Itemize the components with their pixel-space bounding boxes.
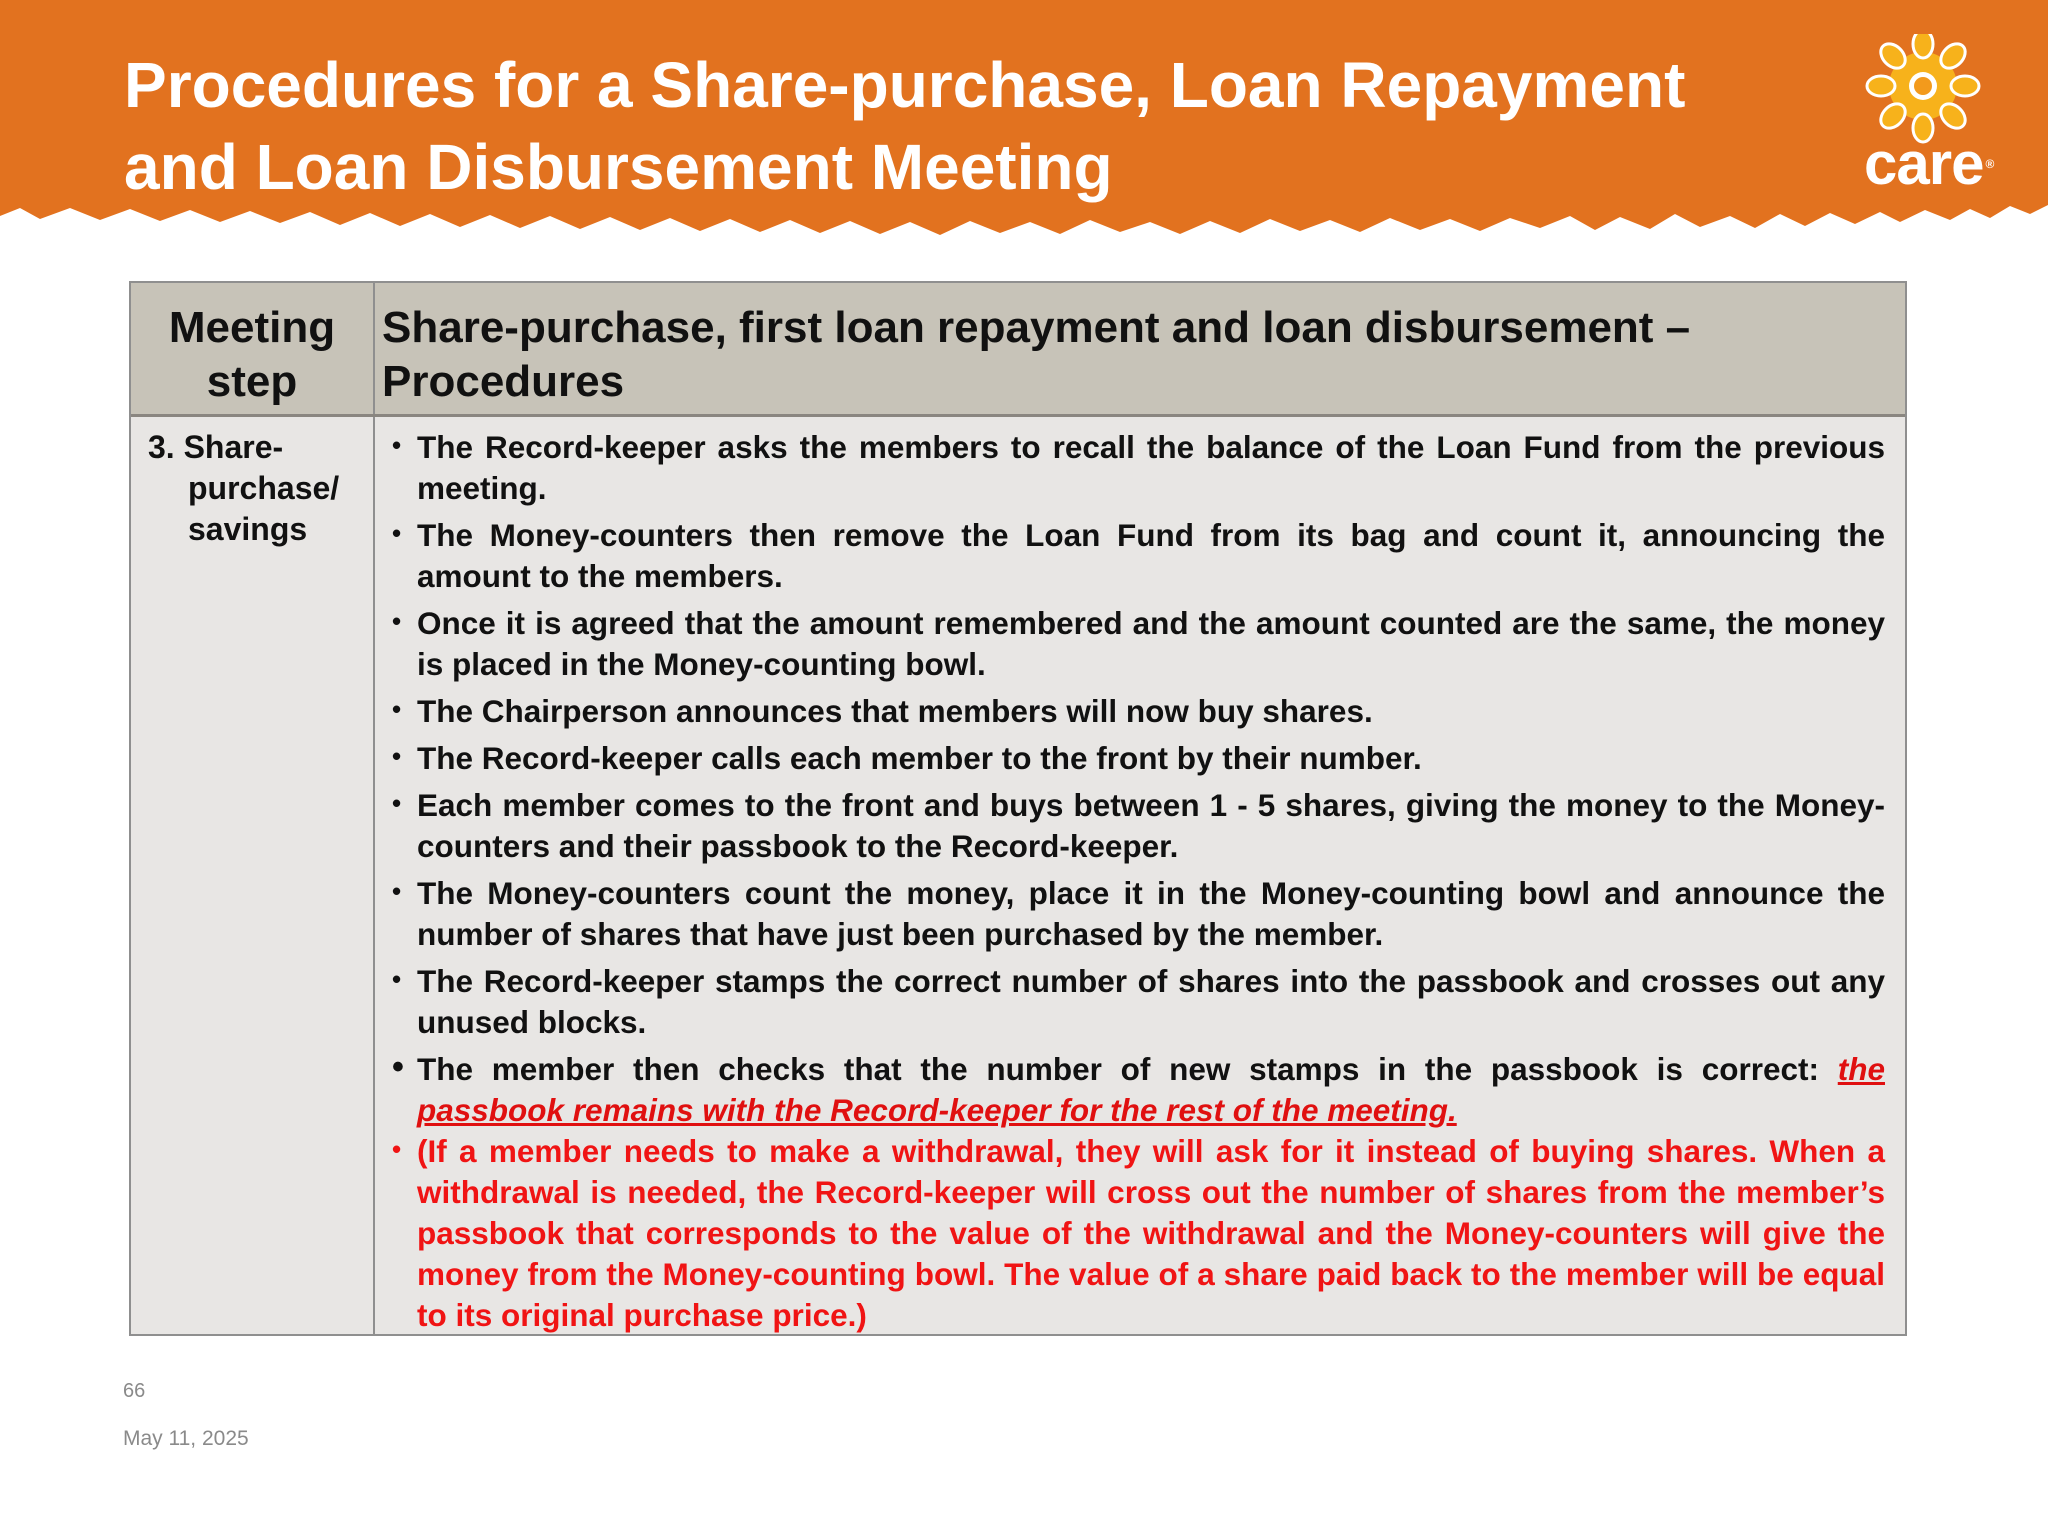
table-row bbox=[131, 417, 1905, 1334]
footer-date: May 11, 2025 bbox=[123, 1427, 249, 1450]
page-title bbox=[124, 44, 1824, 208]
list-item: • Each member comes to the front and buys between 1 - 5 shares, giving the money to the Money-counters and their passbook to the Record-keeper. bbox=[392, 787, 1885, 864]
step-label: 3. Share-purchase/ savings bbox=[148, 429, 340, 547]
procedures-table bbox=[129, 281, 1907, 1336]
list-item: • The Record-keeper calls each member to the front by their number. bbox=[392, 740, 1422, 776]
procedure-list bbox=[375, 417, 1905, 1336]
header-procedures: Share-purchase, first loan repayment and loan disbursement – Procedures bbox=[382, 303, 1691, 406]
list-item: • The Chairperson announces that members will now buy shares. bbox=[392, 693, 1373, 729]
list-item: • Once it is agreed that the amount remembered and the amount counted are the same, the money is placed in the Money-counting bowl. bbox=[392, 605, 1885, 682]
list-item: • The Record-keeper asks the members to recall the balance of the Loan Fund from the previous meeting. bbox=[392, 429, 1885, 506]
procedures-cell bbox=[375, 417, 1905, 1334]
title-line-1: Procedures for a Share-purchase, Loan Repayment bbox=[124, 49, 1686, 121]
list-item: • The member then checks that the number of new stamps in the passbook is correct: the passbook remains with the Record-keeper for the rest of the meeting. bbox=[392, 1048, 1885, 1128]
page-number: 66 bbox=[123, 1380, 146, 1402]
header-meeting-step: Meeting step bbox=[131, 283, 375, 414]
care-logo-wordmark: care ® bbox=[1864, 130, 1994, 197]
list-item: • The Money-counters then remove the Loan Fund from its bag and count it, announcing the amount to the members. bbox=[392, 517, 1885, 594]
list-item: • The Record-keeper stamps the correct number of shares into the passbook and crosses out any unused blocks. bbox=[392, 963, 1885, 1040]
emphasis-note: the passbook remains with the Record-keeper for the rest of the meeting. bbox=[417, 1051, 1885, 1128]
list-item: • The Money-counters count the money, place it in the Money-counting bowl and announce the number of shares that have just been purchased by the member. bbox=[392, 875, 1885, 952]
step-cell bbox=[131, 417, 375, 1334]
table-header-row bbox=[131, 283, 1905, 417]
title-line-2: and Loan Disbursement Meeting bbox=[124, 131, 1113, 203]
list-item: • (If a member needs to make a withdrawal, they will ask for it instead of buying shares. When a withdrawal is needed, the Record-keeper will cross out the number of shares from the member’s passbook that corresponds to the value of the withdrawal and the Money-counters will give the money from the Money-counting bowl. The value of a share paid back to the member will be equal to its original purchase price.) bbox=[392, 1133, 1885, 1333]
